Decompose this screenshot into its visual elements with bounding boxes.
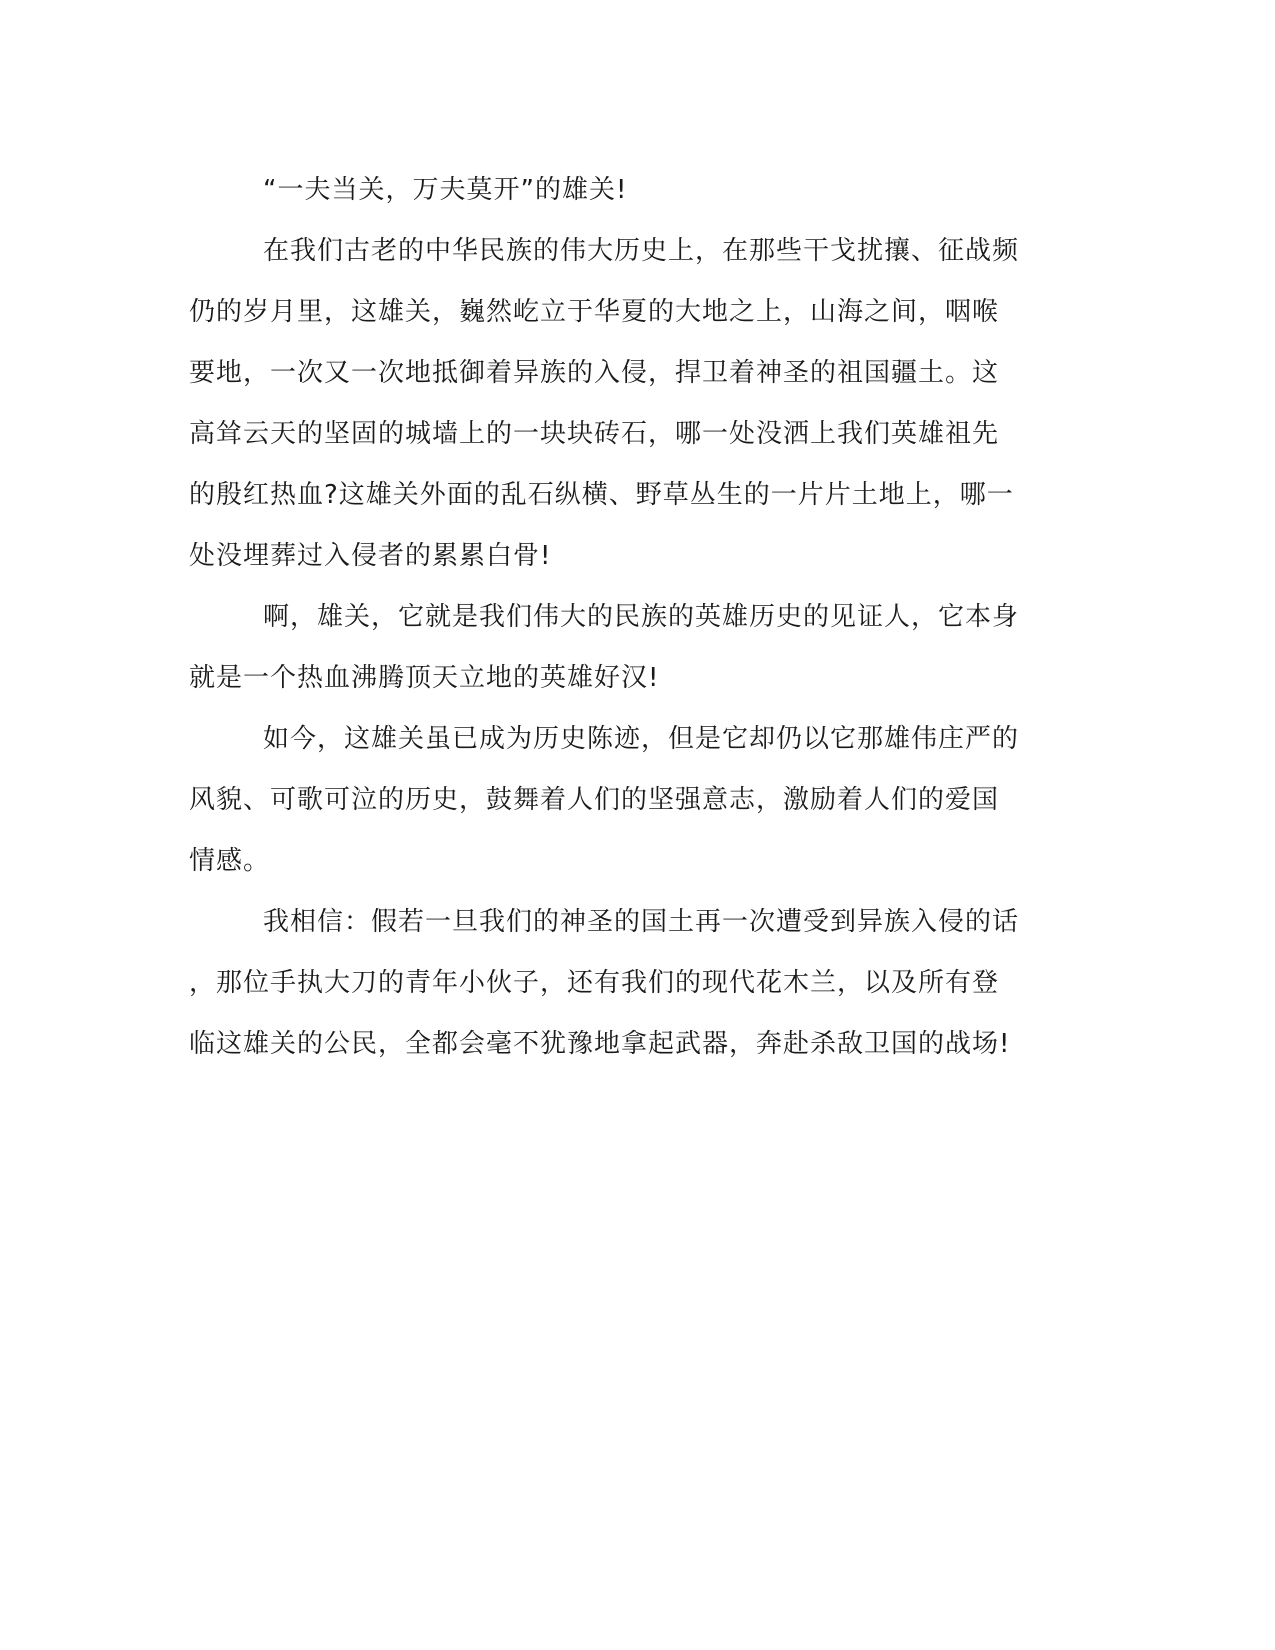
- paragraph-line: 的殷红热血?这雄关外面的乱石纵横、野草丛生的一片片土地上，哪一: [189, 480, 1014, 510]
- paragraph-line: 情感。: [189, 846, 271, 876]
- paragraph-line: 要地，一次又一次地抵御着异族的入侵，捍卫着神圣的祖国疆土。这: [189, 358, 1000, 388]
- paragraph-line: ，那位手执大刀的青年小伙子，还有我们的现代花木兰，以及所有登: [189, 968, 1000, 998]
- paragraph-4: [189, 709, 1069, 892]
- paragraph-1: [189, 160, 1069, 221]
- paragraph-3: [189, 587, 1069, 709]
- paragraph-line: 高耸云天的坚固的城墙上的一块块砖石，哪一处没洒上我们英雄祖先: [189, 419, 1000, 449]
- paragraph-line: 处没埋葬过入侵者的累累白骨!: [189, 541, 552, 571]
- document-body: [189, 160, 1069, 1075]
- paragraph-2: [189, 221, 1069, 587]
- paragraph-line: 仍的岁月里，这雄关，巍然屹立于华夏的大地之上，山海之间，咽喉: [189, 297, 1000, 327]
- paragraph-line: 风貌、可歌可泣的历史，鼓舞着人们的坚强意志，激励着人们的爱国: [189, 785, 1000, 815]
- paragraph-line: 就是一个热血沸腾顶天立地的英雄好汉!: [189, 663, 660, 693]
- paragraph-line: “一夫当关，万夫莫开”的雄关!: [263, 175, 628, 205]
- paragraph-line: 我相信：假若一旦我们的神圣的国土再一次遭受到异族入侵的话: [263, 907, 1020, 937]
- paragraph-line: 如今，这雄关虽已成为历史陈迹，但是它却仍以它那雄伟庄严的: [263, 724, 1020, 754]
- paragraph-5: [189, 892, 1069, 1075]
- paragraph-line: 啊，雄关，它就是我们伟大的民族的英雄历史的见证人，它本身: [263, 602, 1020, 632]
- paragraph-line: 在我们古老的中华民族的伟大历史上，在那些干戈扰攘、征战频: [263, 236, 1020, 266]
- paragraph-line: 临这雄关的公民，全都会毫不犹豫地拿起武器，奔赴杀敌卫国的战场!: [189, 1029, 1011, 1059]
